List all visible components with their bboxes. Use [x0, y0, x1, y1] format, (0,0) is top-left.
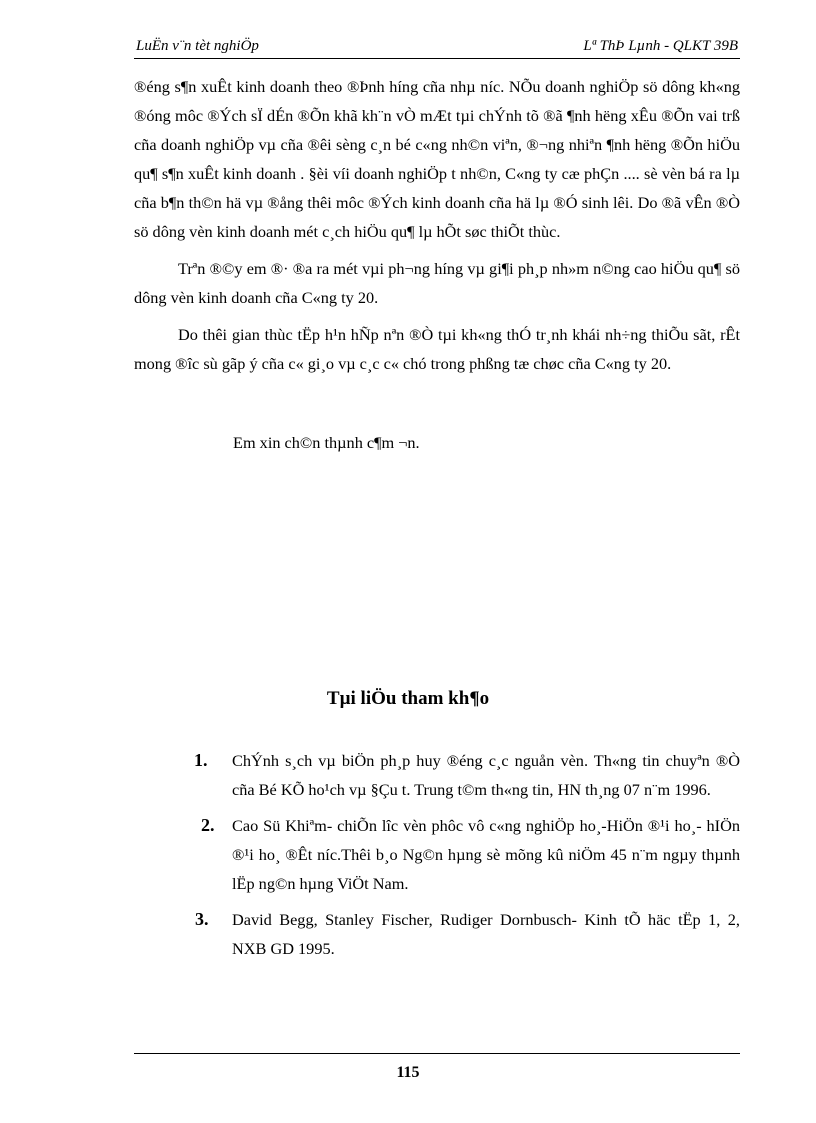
reference-item [134, 905, 740, 963]
reference-number: 3. [195, 909, 209, 929]
reference-text: David Begg, Stanley Fischer, Rudiger Dornbusch- Kinh tÕ häc tËp 1, 2, NXB GD 1995. [232, 910, 740, 958]
body-text [134, 72, 740, 386]
references-title: Tµi liÖu tham kh¶o [326, 688, 490, 709]
closing-line: Em xin ch©n thµnh c¶m ¬n. [233, 433, 420, 452]
paragraph: Trªn ®©y em ®· ®a ra mét vµi ph¬ng híng vµ gi¶i ph¸p nh»m n©ng cao hiÖu qu¶ sö dông vèn kinh doanh cña C«ng ty 20. [134, 259, 740, 307]
header-thesis-label: LuËn v¨n tèt nghiÖp [136, 38, 259, 54]
references-list [134, 746, 740, 970]
paragraph: ®éng s¶n xuÊt kinh doanh theo ®Þnh híng cña nhµ níc. NÕu doanh nghiÖp sö dông kh«ng ®óng môc ®Ých sÏ dÉn ®Õn khã kh¨n vÒ mÆt tµi chÝnh tõ ®ã ¶nh hëng xÊu ®Õn vai trß cña doanh nghiÖp vµ cña ®êi sèng c¸n bé c«ng nh©n viªn, ®¬ng nhiªn ¶nh hëng ®Õn hiÖu qu¶ s¶n xuÊt kinh doanh . §èi víi doanh nghiÖp t nh©n, C«ng ty cæ phÇn .... sè vèn bá ra lµ cña b¶n th©n hä vµ ®ång thêi môc ®Ých kinh doanh cña hä lµ ®Ó sinh lêi. Do ®ã vÊn ®Ò sö dông vèn kinh doanh mét c¸ch hiÖu qu¶ lµ hÕt søc thiÕt thùc. [134, 77, 740, 241]
reference-number: 2. [201, 815, 215, 835]
reference-text: ChÝnh s¸ch vµ biÖn ph¸p huy ®éng c¸c nguån vèn. Th«ng tin chuyªn ®Ò cña Bé KÕ ho¹ch vµ §Çu t. Trung t©m th«ng tin, HN th¸ng 07 n¨m 1996. [232, 751, 740, 799]
reference-item [134, 811, 740, 898]
footer-divider [134, 1053, 740, 1054]
header-author-label: Lª ThÞ Lµnh - QLKT 39B [583, 38, 738, 54]
reference-text: Cao Sü Khiªm- chiÕn lîc vèn phôc vô c«ng nghiÖp ho¸-HiÖn ®¹i ho¸- hIÖn ®¹i ho¸ ®Êt níc.Thêi b¸o Ng©n hµng sè mõng kû niÖm 45 n¨m ngµy thµnh lËp ng©n hµng ViÖt Nam. [232, 816, 740, 893]
page-header [134, 34, 740, 59]
paragraph: Do thêi gian thùc tËp h¹n hÑp nªn ®Ò tµi kh«ng thÓ tr¸nh khái nh÷ng thiÕu sãt, rÊt mong ®îc sù gãp ý cña c« gi¸o vµ c¸c c« chó trong phßng tæ chøc cña C«ng ty 20. [134, 325, 740, 373]
reference-item [134, 746, 740, 804]
page-number: 115 [396, 1064, 420, 1081]
reference-number: 1. [194, 750, 208, 770]
